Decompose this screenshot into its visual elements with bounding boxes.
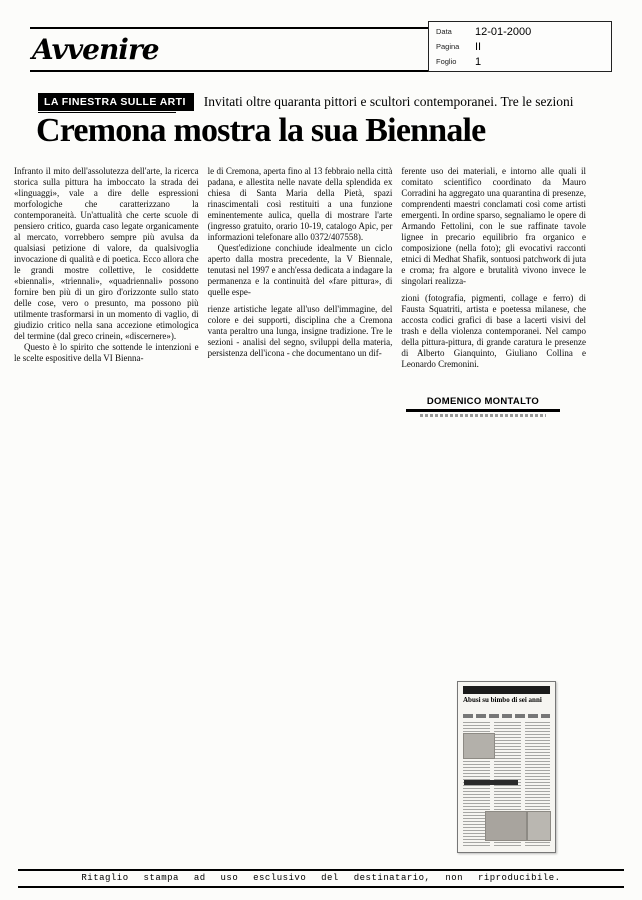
meta-foglio-value: 1 (475, 55, 482, 68)
byline-block (406, 396, 560, 417)
meta-row-data (429, 26, 611, 38)
meta-pagina-value: II (475, 40, 482, 53)
byline-fine-print (420, 414, 546, 417)
thumbnail-masthead-bar (463, 686, 550, 694)
article-paragraph: ferente uso dei materiali, e intorno alle quali il comitato scientifico coordinato da Mauro Corradini ha aggregato una quarantina di presenze, comprendenti maestri conclamati così come artisti emergenti. In ordine sparso, segnaliamo le opere di Armando Fettolini, con le sue raffinate tavole lignee in precario equilibrio fra organico e composizione (nella foto); gli evocativi racconti etnici di Medhat Shafik, sontuosi patchwork di juta e croma; fra algore e brutalità vivono invece le singolari realizza- (401, 166, 587, 286)
meta-row-foglio (429, 56, 611, 68)
thumbnail-photo (486, 812, 526, 840)
byline-rule (406, 409, 560, 412)
meta-row-pagina (429, 41, 611, 53)
newspaper-page-thumbnail (457, 681, 556, 853)
thumbnail-subhead-lines (463, 714, 550, 718)
newspaper-masthead: Avvenire (32, 33, 159, 66)
article-paragraph: Questo è lo spirito che sottende le intenzioni e le scelte espositive della VI Bienna- (14, 342, 199, 363)
meta-pagina-label: Pagina (436, 42, 460, 51)
footer-disclaimer: Ritaglio stampa ad uso esclusivo del destinatario, non riproducibile. (81, 873, 561, 883)
meta-foglio-label: Foglio (436, 57, 457, 66)
thumbnail-photo (528, 812, 550, 840)
article-paragraph: Infranto il mito dell'assolutezza dell'arte, la ricerca storica sulla pittura ha imboccato la strada dei «linguaggi», vale a dire delle espressioni morfologiche che caratterizzano la contemporaneità. Un'attualità che certe scuole di pensiero critico, guarda caso legate organicamente al mercato, vorrebbero sempre più avulsa da qualsiasi petizione di valore, da qualsivoglia invocazione di qualità e di poetica. Ecco allora che le grandi mostre collettive, le cosiddette «biennali», «triennali», «quadriennali» possono fornire ben più di un giro d'orizzonte sullo stato delle cose, vero o presunto, ma possono più utilmente trasformarsi in un momento di vaglio, di giudizio critico nella sana accezione etimologica del termine (dal greco crinein, «discernere»). (14, 166, 199, 341)
article-paragraph: rienze artistiche legate all'uso dell'immagine, del colore e dei supporti, disciplina che a Cremona vanta peraltro una lunga, insigne tradizione. Tre le sezioni - analisi del segno, sviluppi della materia, persistenza dell'icona - che documentano un dif- (207, 304, 393, 358)
byline-author: DOMENICO MONTALTO (426, 396, 540, 407)
kicker-subtitle: Invitati oltre quaranta pittori e scultori contemporanei. Tre le sezioni (203, 94, 574, 109)
thumbnail-headline: Abusi su bimbo di sei anni (463, 696, 542, 704)
meta-data-label: Data (436, 27, 452, 36)
footer-top-rule (18, 869, 624, 871)
article-column (401, 166, 586, 370)
article-column (14, 166, 199, 370)
article-paragraph: Quest'edizione conchiude idealmente un ciclo aperto dalla mostra precedente, la V Biennale, tenutasi nel 1997 e anch'essa dedicata a indagare la permanenza e la continuità del «fare pittura», di quelle espe- (207, 243, 393, 297)
article-paragraph: le di Cremona, aperta fino al 13 febbraio nella città padana, e allestita nelle navate della splendida ex chiesa di Santa Maria della Pietà, spazi rinascimentali così restituiti a una funzione eminentemente aulica, quella di mostrare l'arte (ingresso gratuito, orario 10-19, catalogo Apic, per informazioni telefonare allo 0372/407558). (207, 166, 393, 242)
footer-bottom-rule (18, 886, 624, 888)
kicker-label: LA FINESTRA SULLE ARTI (38, 93, 194, 111)
meta-data-value: 12-01-2000 (475, 25, 532, 38)
article-headline: Cremona mostra la sua Biennale (36, 112, 486, 149)
thumbnail-photo (464, 734, 494, 758)
article-column (208, 166, 393, 370)
clipping-meta-box (428, 21, 612, 72)
article-paragraph: zioni (fotografia, pigmenti, collage e ferro) di Fausta Squatriti, artista e poetessa milanese, che accosta codici grafici di base a lacerti visivi del trash e della violenza contemporanei. Nel campo della pittura-pittura, di grande caratura le presenze di Alberto Gianquinto, Giuliano Collina e Leonardo Cremonini. (401, 293, 587, 369)
thumbnail-section-bar (464, 780, 518, 785)
article-columns (14, 166, 586, 370)
kicker (38, 93, 573, 111)
